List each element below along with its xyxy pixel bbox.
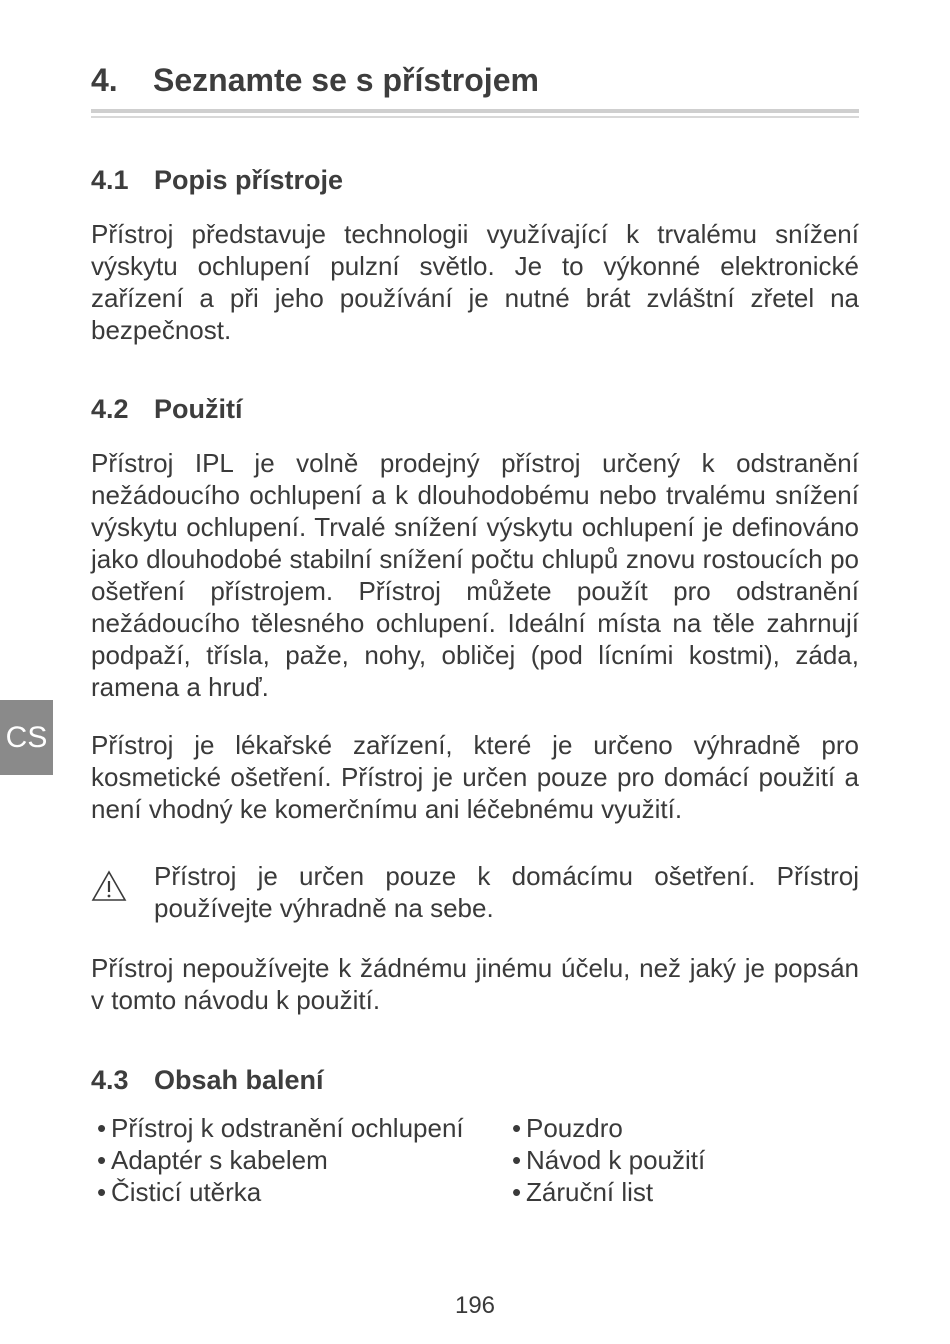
- warning-triangle-icon: [91, 870, 127, 902]
- list-item-text: Adaptér s kabelem: [111, 1145, 328, 1175]
- section-heading-package-contents: [91, 1062, 324, 1098]
- bullet: •: [97, 1145, 107, 1175]
- page-number: 196: [454, 1292, 496, 1319]
- paragraph-usage-2: Přístroj je lékařské zařízení, které je určeno výhradně pro kosmetické ošetření. Přístroj je určen pouze pro domácí použití a není vhodný ke komerčnímu ani léčebnému využití.: [91, 730, 859, 824]
- paragraph-description: Přístroj představuje technologii využívající k trvalému snížení výskytu ochlupení pulzní světlo. Je to výkonné elektronické zařízení a při jeho používání je nutné brát zvláštní zřetel na bezpečnost.: [91, 219, 859, 345]
- list-item-text: Záruční list: [526, 1177, 654, 1207]
- bullet: •: [97, 1113, 107, 1143]
- language-tab: CS: [0, 700, 53, 775]
- list-item: [97, 1176, 464, 1208]
- section-number: 4.2: [91, 394, 129, 424]
- package-contents-right-column: [512, 1112, 705, 1208]
- paragraph-usage-1: Přístroj IPL je volně prodejný přístroj určený k odstranění nežádoucího ochlupení a k dlouhodobému nebo trvalému snížení výskytu ochlupení. Trvalé snížení výskytu ochlupení je definováno jako dlouhodobé stabilní snížení počtu chlupů znovu rostoucích po ošetření přístrojem. Přístroj můžete použít pro odstranění nežádoucího tělesného ochlupení. Ideální místa na těle zahrnují podpaží, třísla, paže, nohy, obličej (pod lícními kostmi), záda, ramena a hruď.: [91, 448, 859, 702]
- section-title: Použití: [154, 394, 243, 424]
- chapter-title-text: Seznamte se s přístrojem: [153, 62, 539, 98]
- list-item-text: Přístroj k odstranění ochlupení: [111, 1113, 464, 1143]
- list-item: [512, 1144, 705, 1176]
- section-number: 4.1: [91, 165, 129, 195]
- title-divider: [91, 109, 859, 119]
- list-item: [512, 1176, 705, 1208]
- list-item: [97, 1112, 464, 1144]
- list-item-text: Pouzdro: [526, 1113, 623, 1143]
- section-heading-description: [91, 162, 343, 198]
- section-number: 4.3: [91, 1065, 129, 1095]
- chapter-title: [91, 58, 859, 102]
- section-title: Popis přístroje: [154, 165, 344, 195]
- warning-text: Přístroj je určen pouze k domácímu ošetření. Přístroj používejte výhradně na sebe.: [154, 861, 859, 923]
- title-divider-thick: [91, 109, 859, 113]
- list-item: [97, 1144, 464, 1176]
- section-title: Obsah balení: [154, 1065, 324, 1095]
- list-item-text: Čisticí utěrka: [111, 1177, 262, 1207]
- list-item-text: Návod k použití: [526, 1145, 706, 1175]
- bullet: •: [97, 1177, 107, 1207]
- bullet: •: [512, 1177, 522, 1207]
- package-contents-left-column: [97, 1112, 464, 1208]
- paragraph-usage-3: Přístroj nepoužívejte k žádnému jinému účelu, než jaký je popsán v tomto návodu k použití.: [91, 953, 859, 1015]
- chapter-number: 4.: [91, 62, 118, 98]
- bullet: •: [512, 1113, 522, 1143]
- bullet: •: [512, 1145, 522, 1175]
- section-heading-usage: [91, 391, 243, 427]
- title-divider-thin: [91, 116, 859, 118]
- list-item: [512, 1112, 705, 1144]
